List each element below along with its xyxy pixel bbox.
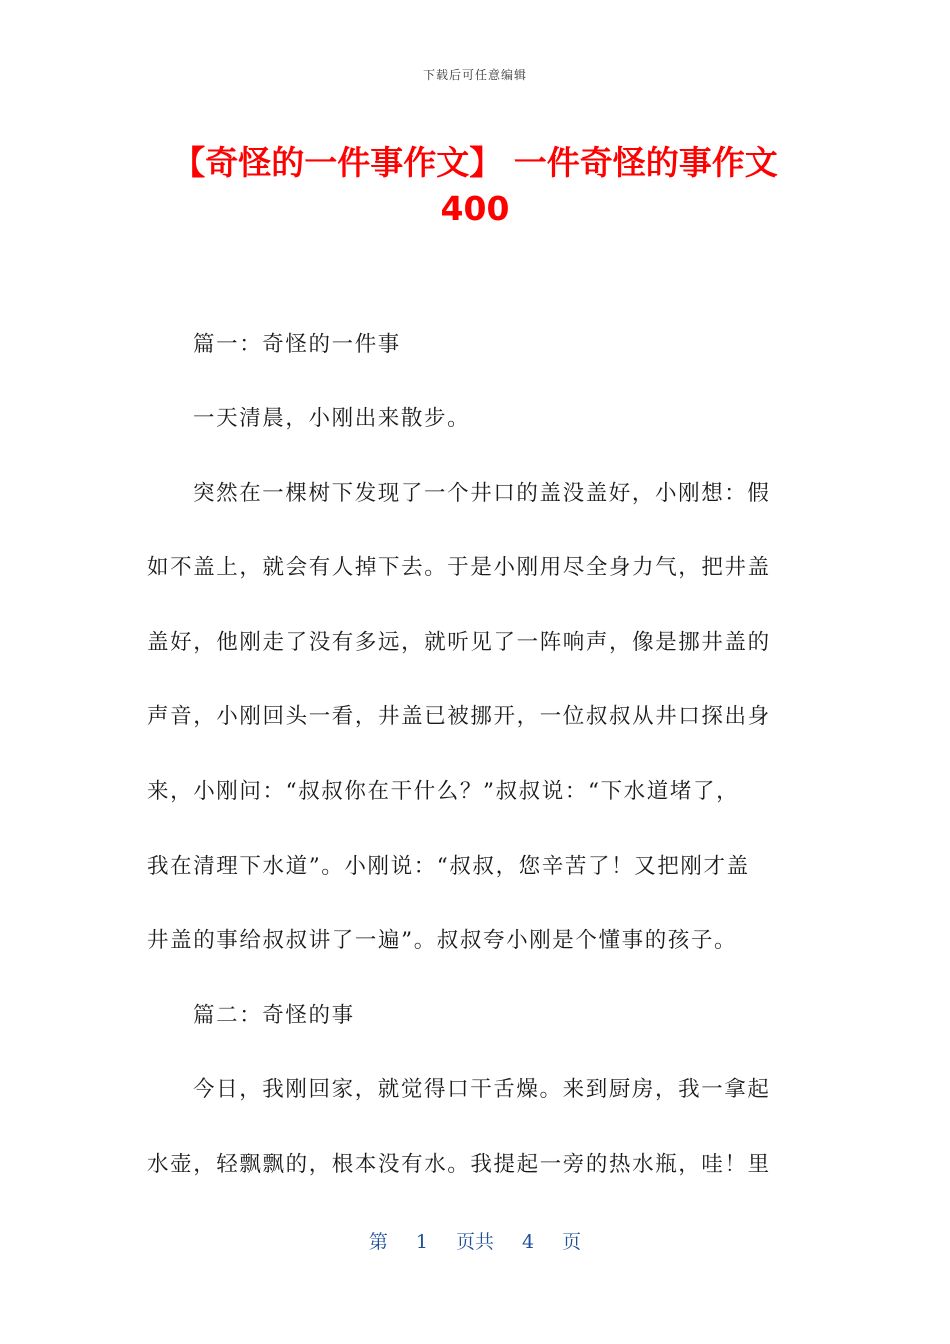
title-line-1: 【奇怪的一件事作文】 一件奇怪的事作文 (172, 143, 778, 182)
paragraph-line: 水壶，轻飘飘的，根本没有水。我提起一旁的热水瓶，哇！里 (147, 1152, 771, 1177)
paragraph-line: 盖好，他刚走了没有多远，就听见了一阵响声，像是挪井盖的 (147, 630, 771, 655)
paragraph-line: 一天清晨，小刚出来散步。 (193, 406, 471, 431)
current-page-number: 1 (415, 1231, 428, 1253)
paragraph-line: 声音，小刚回头一看，井盖已被挪开，一位叔叔从井口探出身 (147, 704, 771, 729)
paragraph-line: 井盖的事给叔叔讲了一遍”。叔叔夸小刚是个懂事的孩子。 (147, 928, 738, 953)
footer-suffix: 页 (562, 1231, 582, 1253)
document-title (120, 140, 830, 232)
section-heading-1: 篇一：奇怪的一件事 (193, 332, 401, 357)
footer-prefix: 第 (368, 1231, 388, 1253)
page-footer (0, 1227, 950, 1254)
header-note: 下载后可任意编辑 (422, 68, 527, 82)
footer-middle: 页共 (455, 1231, 494, 1253)
paragraph-line: 今日，我刚回家，就觉得口干舌燥。来到厨房，我一拿起 (193, 1077, 771, 1102)
paragraph-line: 如不盖上，就会有人掉下去。于是小刚用尽全身力气，把井盖 (147, 555, 771, 580)
paragraph-line: 来，小刚问：“叔叔你在干什么？”叔叔说：“下水道堵了， (147, 779, 740, 804)
title-line-2: 400 (440, 189, 510, 228)
paragraph-line: 我在清理下水道”。小刚说：“叔叔，您辛苦了！又把刚才盖 (147, 854, 750, 879)
paragraph-line: 突然在一棵树下发现了一个井口的盖没盖好，小刚想：假 (193, 481, 771, 506)
section-heading-2: 篇二：奇怪的事 (193, 1003, 355, 1028)
total-pages-number: 4 (522, 1231, 535, 1253)
